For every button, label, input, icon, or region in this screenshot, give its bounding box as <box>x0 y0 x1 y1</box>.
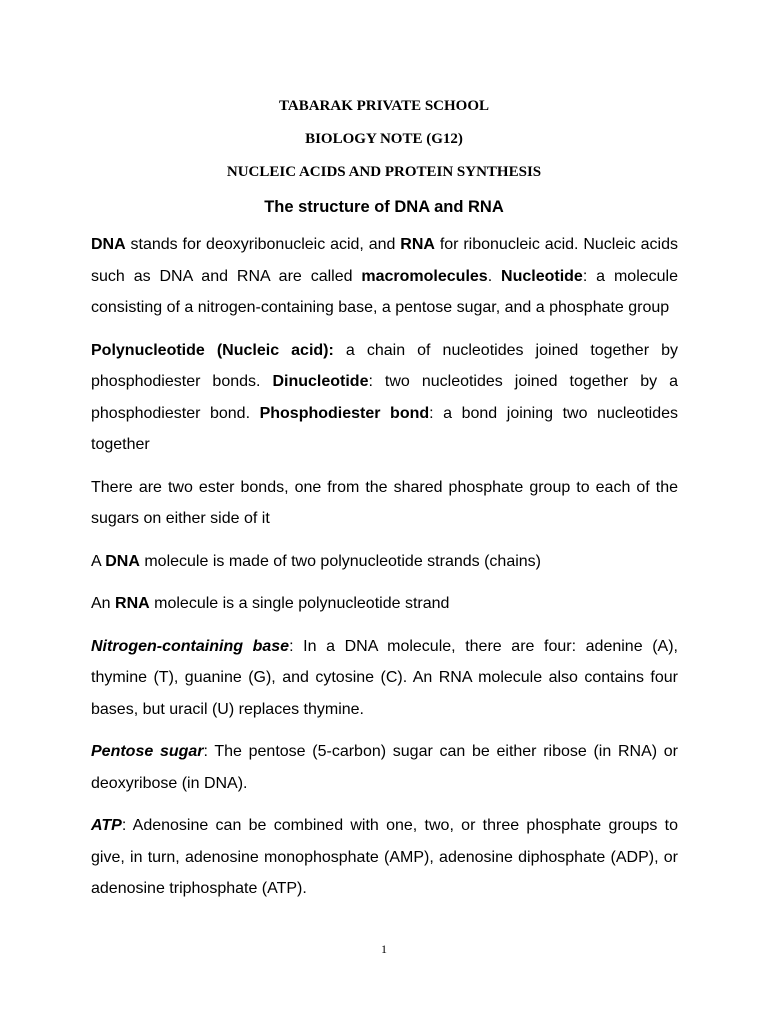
paragraph-pentose-sugar <box>91 736 678 799</box>
term-dinucleotide: Dinucleotide <box>272 373 369 390</box>
note-title: BIOLOGY NOTE (G12) <box>305 131 463 147</box>
term-rna: RNA <box>400 236 435 253</box>
term-polynucleotide: Polynucleotide (Nucleic acid): <box>91 341 334 359</box>
text-span: An <box>91 595 116 612</box>
term-nitrogen-base: Nitrogen-containing base <box>91 637 290 655</box>
term-macromolecules: macromolecules <box>361 267 488 285</box>
topic-title: NUCLEIC ACIDS AND PROTEIN SYNTHESIS <box>226 164 542 180</box>
text-span: a chain of nucleotides joined together by phosphodiester bonds. <box>91 341 678 390</box>
text-span: : two nucleotides joined together by a phosphodiester bond. <box>91 373 679 422</box>
paragraph-atp <box>91 810 678 905</box>
paragraph-dna-strands <box>91 546 678 578</box>
text-span: molecule is a single polynucleotide strand <box>149 595 450 612</box>
paragraph-polynucleotide <box>91 335 678 461</box>
document-header <box>0 90 768 225</box>
paragraph-nitrogen-base <box>91 631 678 726</box>
term-atp: ATP <box>91 817 122 834</box>
paragraph-ester-bonds <box>91 472 678 535</box>
text-span: : Adenosine can be combined with one, two, or three phosphate groups to give, in turn, adenosine monophosphate (AMP), adenosine diphosphate (ADP), or adenosine triphosphate (ATP). <box>91 817 678 897</box>
text-span: : a bond joining two nucleotides together <box>91 404 678 453</box>
text-span: A <box>91 552 106 570</box>
section-title: The structure of DNA and RNA <box>264 198 504 216</box>
text-span: molecule is made of two polynucleotide strands (chains) <box>139 552 541 570</box>
document-body <box>91 229 678 916</box>
paragraph-rna-strand <box>91 588 678 620</box>
text-span: . <box>487 267 502 285</box>
term-pentose-sugar: Pentose sugar <box>91 743 204 760</box>
school-name: TABARAK PRIVATE SCHOOL <box>278 98 490 114</box>
text-span: : In a DNA molecule, there are four: adenine (A), thymine (T), guanine (G), and cytosine (C). An RNA molecule also contains four bases, but uracil (U) replaces thymine. <box>91 637 678 718</box>
term-nucleotide: Nucleotide <box>501 267 583 285</box>
text-span: There are two ester bonds, one from the shared phosphate group to each of the sugars on either side of it <box>91 478 678 527</box>
text-span: : The pentose (5-carbon) sugar can be either ribose (in RNA) or deoxyribose (in DNA). <box>91 743 678 792</box>
term-phosphodiester-bond: Phosphodiester bond <box>259 404 430 422</box>
page-number: 1 <box>381 942 387 956</box>
text-span: stands for deoxyribonucleic acid, and <box>125 236 401 253</box>
term-dna: DNA <box>105 552 140 570</box>
paragraph-dna-rna-definition <box>91 229 678 324</box>
text-span: for ribonucleic acid. Nucleic acids such as DNA and RNA are called <box>91 236 679 285</box>
term-rna: RNA <box>115 595 150 612</box>
term-dna: DNA <box>91 236 126 253</box>
text-span: : a molecule consisting of a nitrogen-containing base, a pentose sugar, and a phosphate group <box>91 267 678 316</box>
